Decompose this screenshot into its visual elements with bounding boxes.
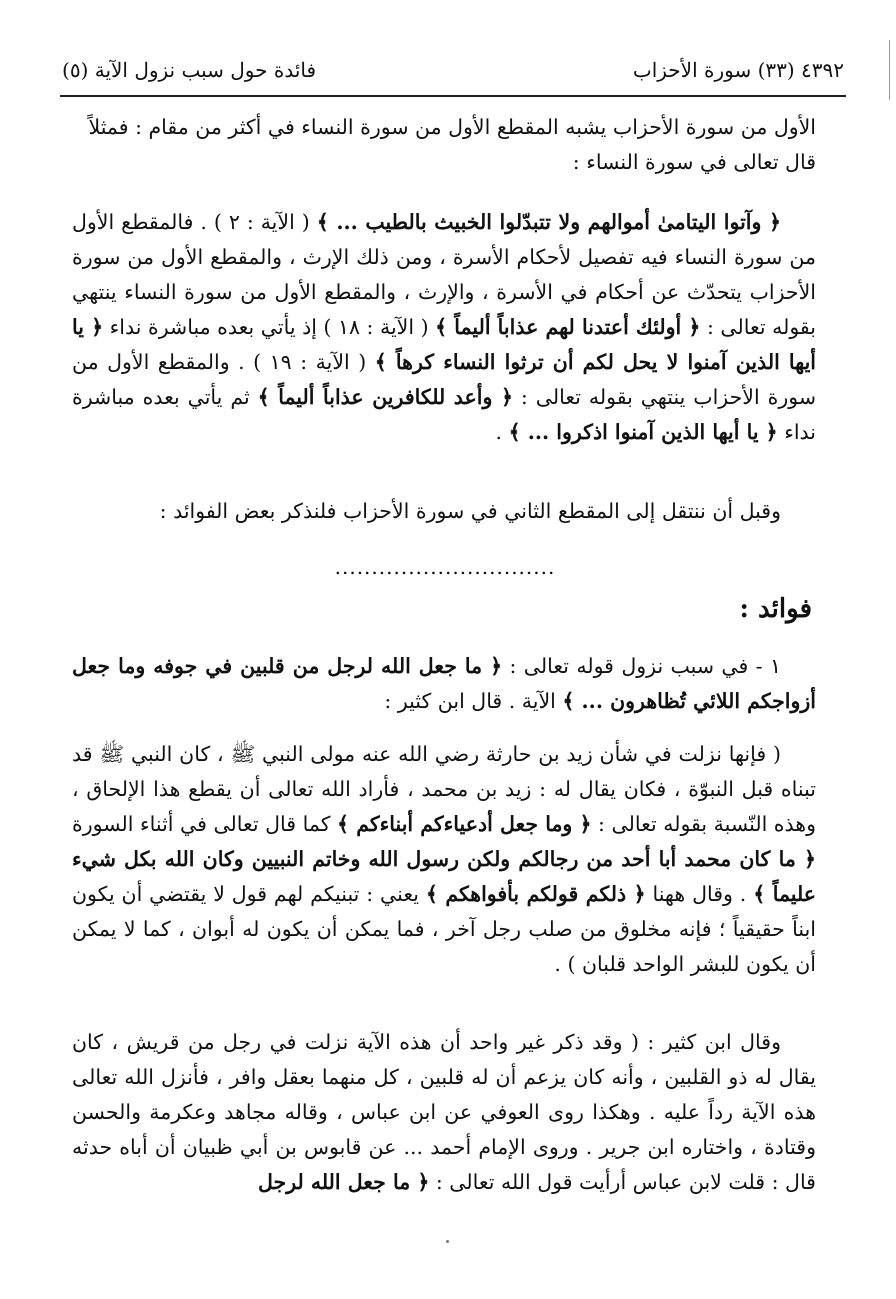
quran-verse: ﴿ وما جعل أدعياءكم أبناءكم ﴾ bbox=[337, 812, 592, 836]
text-span: . وقال ههنا bbox=[645, 882, 754, 906]
text-span: يعني : تبنيكم لهم قول لا يقتضي أن يكون ابناً حقيقياً ؛ فإنه مخلوق من صلب رجل آخر ، فما يمكن أن يكون له أبوان ، كما لا يمكن أن يكون للبشر الواحد قلبان ) . bbox=[72, 882, 816, 976]
text-span: كما قال تعالى في أثناء السورة bbox=[72, 812, 338, 836]
paragraph-benefit-1 bbox=[72, 649, 816, 719]
quran-verse: ﴿ ما جعل الله لرجل bbox=[258, 1170, 430, 1194]
text-span: ١ - في سبب نزول قوله تعالى : bbox=[502, 654, 781, 678]
paragraph-ibn-kathir-quote bbox=[72, 737, 816, 982]
text-line: وقبل أن ننتقل إلى المقطع الثاني في سورة الأحزاب فلنذكر بعض الفوائد : bbox=[159, 499, 781, 523]
page-edge-line bbox=[889, 40, 890, 100]
text-span: وقال ابن كثير : ( وقد ذكر غير واحد أن هذه الآية نزلت في رجل من قريش ، كان يقال له ذو القلبين ، وأنه كان يزعم أن له قلبين ، كل منهما بعقل وافر ، فأنزل الله تعالى هذه الآية رداً عليه . وهكذا روى العوفي عن ابن عباس ، وقاله مجاهد وعكرمة والحسن وقتادة ، واختاره ابن جرير . وروى الإمام أحمد ... عن قابوس بن أبي ظبيان أن أباه حدثه قال : قلت لابن عباس أرأيت قول الله تعالى : bbox=[72, 1030, 816, 1194]
quran-verse: ﴿ وأعد للكافرين عذاباً أليماً ﴾ bbox=[257, 385, 513, 409]
text-span: ( الآية : ١٩ ) . والمقطع الأول من سورة الأحزاب ينتهي بقوله تعالى : bbox=[72, 350, 816, 409]
quran-verse: ﴿ ذلكم قولكم بأفواهكم ﴾ bbox=[425, 882, 646, 906]
paragraph-intro bbox=[72, 110, 816, 180]
quran-verse: ﴿ يا أيها الذين آمنوا لا يحل لكم أن ترثوا النساء كرهاً ﴾ bbox=[72, 315, 816, 374]
quran-verse: ﴿ ما جعل الله لرجل من قلبين في جوفه وما جعل أزواجكم اللائي تُظاهرون ... ﴾ bbox=[72, 654, 816, 713]
header-page-title: فائدة حول سبب نزول الآية (٥) bbox=[62, 58, 317, 82]
section-heading: فوائد : bbox=[739, 594, 812, 624]
header-page-number-surah: ٤٣٩٢ (٣٣) سورة الأحزاب bbox=[632, 58, 844, 82]
paragraph-comparison bbox=[72, 205, 816, 450]
text-line: قال تعالى في سورة النساء : bbox=[572, 150, 816, 174]
text-span: ( الآية : ٢ ) . فالمقطع الأول من سورة النساء فيه تفصيل لأحكام الأسرة ، ومن ذلك الإرث ، والمقطع الأول من سورة الأحزاب يتحدّث عن أحكام في الأسرة ، والإرث ، والمقطع الأول من سورة النساء ينتهي بقوله تعالى : bbox=[72, 210, 816, 339]
quran-verse: ﴿ ما كان محمد أبا أحد من رجالكم ولكن رسول الله وخاتم النبيين وكان الله بكل شيء عليماً ﴾ bbox=[72, 847, 817, 906]
text-line: الأول من سورة الأحزاب يشبه المقطع الأول من سورة النساء في أكثر من مقام : فمثلاً bbox=[88, 115, 816, 139]
paragraph-ibn-kathir-second bbox=[72, 1025, 816, 1200]
print-speck bbox=[446, 1240, 449, 1243]
header-divider bbox=[60, 95, 846, 97]
text-span: ( الآية : ١٨ ) إذ يأتي بعده مباشرة نداء bbox=[103, 315, 436, 339]
text-span: . bbox=[495, 420, 509, 444]
text-span: ثم يأتي بعده مباشرة نداء bbox=[72, 385, 816, 444]
text-span: الآية . قال ابن كثير : bbox=[384, 689, 563, 713]
section-divider-dots: .............................. bbox=[334, 555, 556, 579]
quran-verse: ﴿ يا أيها الذين آمنوا اذكروا ... ﴾ bbox=[508, 420, 778, 444]
text-span: ( فإنها نزلت في شأن زيد بن حارثة رضي الله عنه مولى النبي ﷺ ، كان النبي ﷺ قد تبناه قبل النبوّة ، فكان يقال له : زيد بن محمد ، فأراد الله تعالى أن يقطع هذا الإلحاق ، وهذه النّسبة بقوله تعالى : bbox=[72, 742, 817, 836]
quran-verse: ﴿ وآتوا اليتامىٰ أموالهم ولا تتبدّلوا الخبيث بالطيب ... ﴾ bbox=[316, 210, 781, 234]
paragraph-transition bbox=[72, 494, 816, 529]
quran-verse: ﴿ أولئك أعتدنا لهم عذاباً أليماً ﴾ bbox=[435, 315, 701, 339]
page-header bbox=[62, 50, 844, 90]
